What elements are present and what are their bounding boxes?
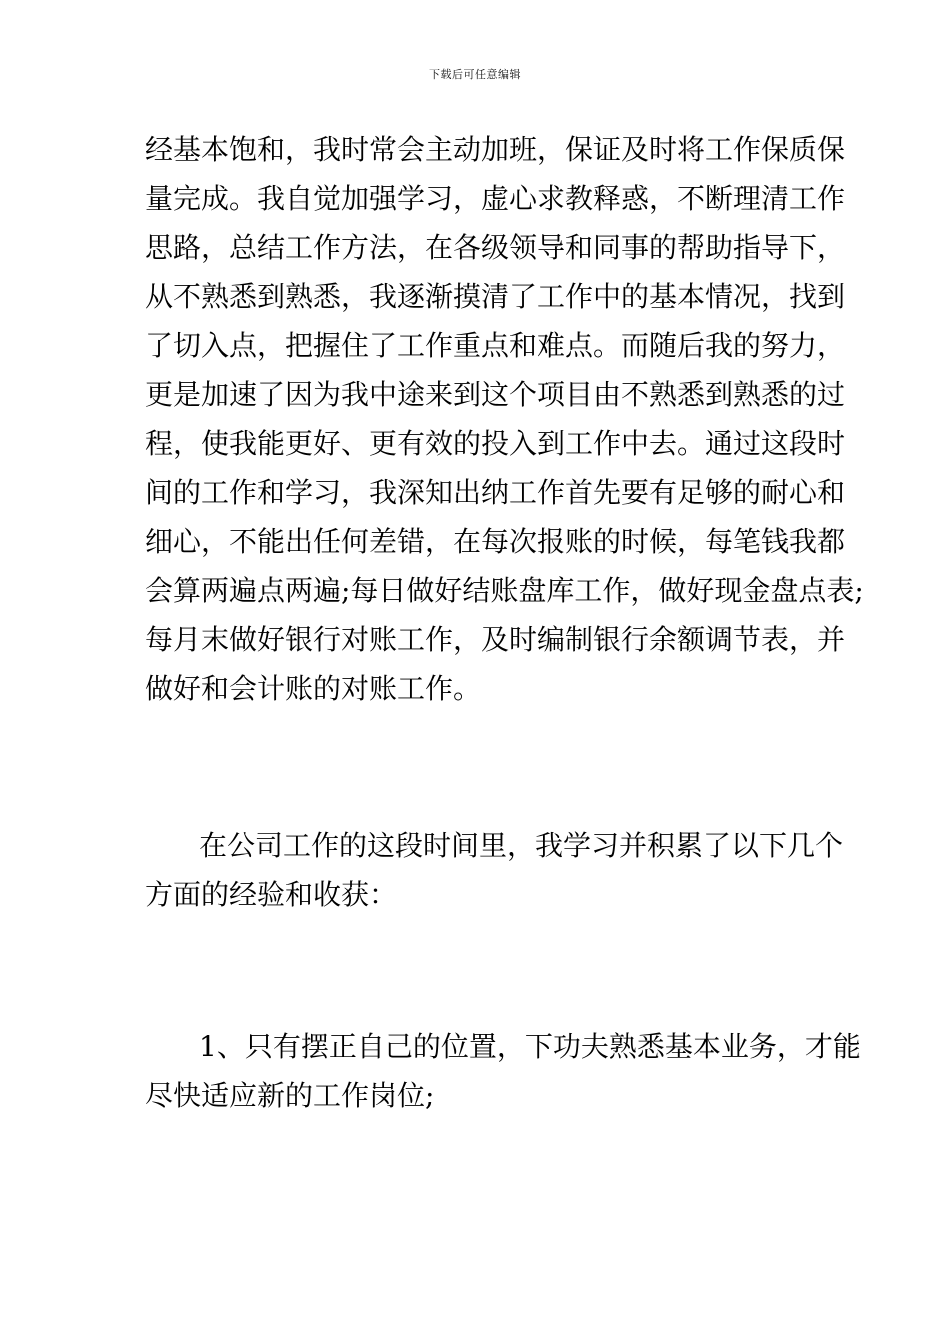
paragraph-line: 量完成。我自觉加强学习，虚心求教释惑，不断理清工作 (145, 182, 846, 215)
paragraph-line: 做好和会计账的对账工作。 (145, 672, 482, 705)
paragraph-line: 间的工作和学习，我深知出纳工作首先要有足够的耐心和 (145, 476, 846, 509)
paragraph-line: 经基本饱和，我时常会主动加班，保证及时将工作保质保 (145, 133, 846, 166)
paragraph-line: 从不熟悉到熟悉，我逐渐摸清了工作中的基本情况，找到 (145, 280, 846, 313)
paragraph-line: 细心，不能出任何差错，在每次报账的时候，每笔钱我都 (145, 525, 846, 558)
paragraph-line: 在公司工作的这段时间里，我学习并积累了以下几个 (199, 829, 844, 862)
paragraph-line: 思路，总结工作方法，在各级领导和同事的帮助指导下， (145, 231, 846, 264)
paragraph-line: 方面的经验和收获： (145, 878, 398, 911)
paragraph-line: 每月末做好银行对账工作，及时编制银行余额调节表，并 (145, 623, 846, 656)
paragraph-line: 会算两遍点两遍;每日做好结账盘库工作，做好现金盘点表; (145, 574, 864, 607)
paragraph-line: 1、只有摆正自己的位置，下功夫熟悉基本业务，才能 (199, 1030, 861, 1063)
paragraph-line: 了切入点，把握住了工作重点和难点。而随后我的努力， (145, 329, 846, 362)
paragraph-line: 程，使我能更好、更有效的投入到工作中去。通过这段时 (145, 427, 846, 460)
page-header-note: 下载后可任意编辑 (429, 68, 521, 81)
paragraph-line: 更是加速了因为我中途来到这个项目由不熟悉到熟悉的过 (145, 378, 846, 411)
paragraph-line: 尽快适应新的工作岗位; (145, 1079, 435, 1112)
